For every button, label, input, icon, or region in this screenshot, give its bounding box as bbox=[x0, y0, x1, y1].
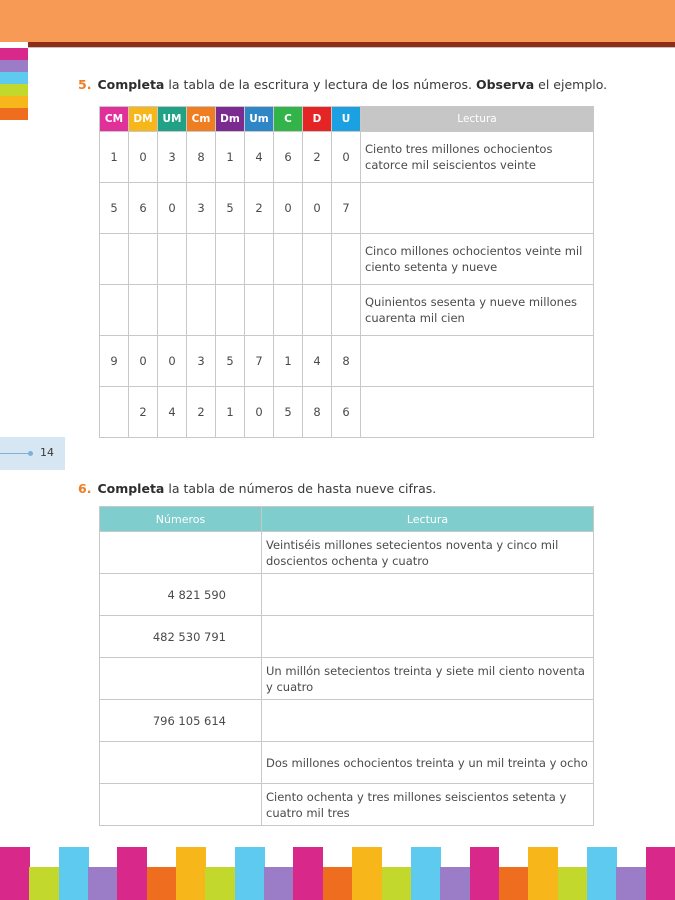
digit-cell: 8 bbox=[332, 336, 361, 387]
lectura-cell: Veintiséis millones setecientos noventa y cinco mil doscientos ochenta y cuatro bbox=[262, 532, 594, 574]
digit-cell: 7 bbox=[245, 336, 274, 387]
digit-cell[interactable] bbox=[332, 234, 361, 285]
table-row bbox=[100, 616, 594, 658]
lectura-cell[interactable] bbox=[262, 700, 594, 742]
digit-cell: 6 bbox=[332, 387, 361, 438]
digit-cell[interactable] bbox=[187, 285, 216, 336]
pattern-segment bbox=[440, 867, 470, 900]
exercise-5-header-row bbox=[100, 107, 594, 132]
exercise-6-table bbox=[99, 506, 594, 826]
exercise-6-header-row bbox=[100, 507, 594, 532]
digit-cell[interactable] bbox=[274, 285, 303, 336]
table-row bbox=[100, 336, 594, 387]
page-tab-line bbox=[0, 453, 30, 454]
side-color-strips bbox=[0, 48, 28, 120]
side-strip-3 bbox=[0, 84, 28, 96]
place-value-header-cm: Cm bbox=[187, 107, 216, 132]
page-tab-dot bbox=[28, 451, 33, 456]
place-value-header-d: D bbox=[303, 107, 332, 132]
pattern-segment bbox=[558, 867, 588, 900]
digit-cell[interactable] bbox=[100, 387, 129, 438]
digit-cell: 2 bbox=[245, 183, 274, 234]
exercise-6-number: 6. bbox=[78, 481, 92, 496]
place-value-header-dm: Dm bbox=[216, 107, 245, 132]
place-value-header-um: Um bbox=[245, 107, 274, 132]
numero-cell[interactable] bbox=[100, 658, 262, 700]
digit-cell[interactable] bbox=[303, 285, 332, 336]
digit-cell[interactable] bbox=[100, 285, 129, 336]
digit-cell: 3 bbox=[158, 132, 187, 183]
digit-cell: 7 bbox=[332, 183, 361, 234]
pattern-segment bbox=[352, 847, 382, 900]
lectura-cell[interactable] bbox=[361, 336, 594, 387]
digit-cell: 4 bbox=[245, 132, 274, 183]
digit-cell: 0 bbox=[129, 132, 158, 183]
digit-cell: 9 bbox=[100, 336, 129, 387]
side-strip-2 bbox=[0, 72, 28, 84]
table-row bbox=[100, 658, 594, 700]
digit-cell: 6 bbox=[274, 132, 303, 183]
lectura-cell[interactable] bbox=[262, 616, 594, 658]
table-row bbox=[100, 183, 594, 234]
digit-cell[interactable] bbox=[100, 234, 129, 285]
pattern-segment bbox=[499, 867, 529, 900]
pattern-segment bbox=[59, 847, 89, 900]
exercise-6-instruction bbox=[78, 481, 436, 496]
pattern-segment bbox=[411, 847, 441, 900]
table-row bbox=[100, 234, 594, 285]
header-band bbox=[0, 0, 675, 42]
side-strip-0 bbox=[0, 48, 28, 60]
digit-cell: 6 bbox=[129, 183, 158, 234]
header-rule-thin bbox=[28, 47, 675, 48]
place-value-header-c: C bbox=[274, 107, 303, 132]
digit-cell: 2 bbox=[129, 387, 158, 438]
bottom-color-pattern bbox=[0, 847, 675, 900]
place-value-header-dm: DM bbox=[129, 107, 158, 132]
digit-cell[interactable] bbox=[216, 285, 245, 336]
pattern-segment bbox=[616, 867, 646, 900]
numero-cell: 4 821 590 bbox=[100, 574, 262, 616]
digit-cell[interactable] bbox=[274, 234, 303, 285]
lectura-cell[interactable] bbox=[361, 387, 594, 438]
digit-cell: 1 bbox=[100, 132, 129, 183]
place-value-header-u: U bbox=[332, 107, 361, 132]
digit-cell: 0 bbox=[274, 183, 303, 234]
pattern-segment bbox=[470, 847, 500, 900]
exercise-5-table bbox=[99, 106, 594, 438]
pattern-segment bbox=[176, 847, 206, 900]
digit-cell[interactable] bbox=[158, 285, 187, 336]
digit-cell: 3 bbox=[187, 336, 216, 387]
digit-cell[interactable] bbox=[129, 285, 158, 336]
digit-cell[interactable] bbox=[187, 234, 216, 285]
digit-cell[interactable] bbox=[245, 285, 274, 336]
numero-cell: 796 105 614 bbox=[100, 700, 262, 742]
digit-cell[interactable] bbox=[216, 234, 245, 285]
digit-cell: 0 bbox=[332, 132, 361, 183]
pattern-segment bbox=[528, 847, 558, 900]
digit-cell: 0 bbox=[245, 387, 274, 438]
lectura-cell[interactable] bbox=[361, 183, 594, 234]
digit-cell[interactable] bbox=[158, 234, 187, 285]
digit-cell: 0 bbox=[158, 183, 187, 234]
digit-cell: 4 bbox=[303, 336, 332, 387]
page-number: 14 bbox=[40, 446, 54, 459]
digit-cell: 0 bbox=[158, 336, 187, 387]
digit-cell: 8 bbox=[187, 132, 216, 183]
digit-cell: 5 bbox=[216, 336, 245, 387]
digit-cell: 8 bbox=[303, 387, 332, 438]
lectura-cell: Ciento ochenta y tres millones seiscientos setenta y cuatro mil tres bbox=[262, 784, 594, 826]
pattern-segment bbox=[323, 867, 353, 900]
place-value-header-cm: CM bbox=[100, 107, 129, 132]
digit-cell[interactable] bbox=[303, 234, 332, 285]
lectura-cell: Un millón setecientos treinta y siete mil ciento noventa y cuatro bbox=[262, 658, 594, 700]
pattern-segment bbox=[587, 847, 617, 900]
exercise-5-number: 5. bbox=[78, 77, 92, 92]
digit-cell[interactable] bbox=[129, 234, 158, 285]
exercise-5-text1: la tabla de la escritura y lectura de los números. bbox=[164, 77, 476, 92]
table-row bbox=[100, 742, 594, 784]
exercise-5-bold-completa: Completa bbox=[97, 77, 165, 92]
digit-cell: 5 bbox=[274, 387, 303, 438]
lectura-header: Lectura bbox=[361, 107, 594, 132]
numero-cell[interactable] bbox=[100, 784, 262, 826]
digit-cell: 1 bbox=[216, 132, 245, 183]
digit-cell: 5 bbox=[100, 183, 129, 234]
table-row bbox=[100, 784, 594, 826]
exercise-6-bold-completa: Completa bbox=[97, 481, 165, 496]
digit-cell: 3 bbox=[187, 183, 216, 234]
digit-cell: 0 bbox=[303, 183, 332, 234]
page-number-tab bbox=[0, 437, 65, 470]
lectura-cell: Quinientos sesenta y nueve millones cuarenta mil cien bbox=[361, 285, 594, 336]
pattern-segment bbox=[646, 847, 675, 900]
digit-cell: 5 bbox=[216, 183, 245, 234]
digit-cell: 4 bbox=[158, 387, 187, 438]
table-row bbox=[100, 574, 594, 616]
pattern-segment bbox=[293, 847, 323, 900]
digit-cell: 1 bbox=[216, 387, 245, 438]
pattern-segment bbox=[205, 867, 235, 900]
digit-cell[interactable] bbox=[245, 234, 274, 285]
pattern-segment bbox=[235, 847, 265, 900]
digit-cell: 2 bbox=[303, 132, 332, 183]
exercise-5-text2: el ejemplo. bbox=[534, 77, 608, 92]
side-strip-5 bbox=[0, 108, 28, 120]
place-value-header-um: UM bbox=[158, 107, 187, 132]
digit-cell: 0 bbox=[129, 336, 158, 387]
digit-cell: 1 bbox=[274, 336, 303, 387]
numero-cell: 482 530 791 bbox=[100, 616, 262, 658]
lectura-cell: Ciento tres millones ochocientos catorce mil seiscientos veinte bbox=[361, 132, 594, 183]
exercise-5-instruction bbox=[78, 77, 607, 92]
exercise-5-bold-observa: Observa bbox=[475, 77, 535, 92]
lectura-cell: Dos millones ochocientos treinta y un mil treinta y ocho bbox=[262, 742, 594, 784]
header-numeros: Números bbox=[100, 507, 262, 532]
pattern-segment bbox=[0, 847, 30, 900]
lectura-cell[interactable] bbox=[262, 574, 594, 616]
table-row bbox=[100, 387, 594, 438]
pattern-segment bbox=[29, 867, 59, 900]
header-lectura: Lectura bbox=[262, 507, 594, 532]
table-row bbox=[100, 532, 594, 574]
digit-cell[interactable] bbox=[332, 285, 361, 336]
side-strip-4 bbox=[0, 96, 28, 108]
table-row bbox=[100, 285, 594, 336]
exercise-6-text1: la tabla de números de hasta nueve cifras. bbox=[164, 481, 437, 496]
table-row bbox=[100, 132, 594, 183]
pattern-segment bbox=[264, 867, 294, 900]
table-row bbox=[100, 700, 594, 742]
numero-cell[interactable] bbox=[100, 532, 262, 574]
side-strip-1 bbox=[0, 60, 28, 72]
pattern-segment bbox=[382, 867, 412, 900]
pattern-segment bbox=[117, 847, 147, 900]
lectura-cell: Cinco millones ochocientos veinte mil ciento setenta y nueve bbox=[361, 234, 594, 285]
pattern-segment bbox=[147, 867, 177, 900]
digit-cell: 2 bbox=[187, 387, 216, 438]
numero-cell[interactable] bbox=[100, 742, 262, 784]
pattern-segment bbox=[88, 867, 118, 900]
